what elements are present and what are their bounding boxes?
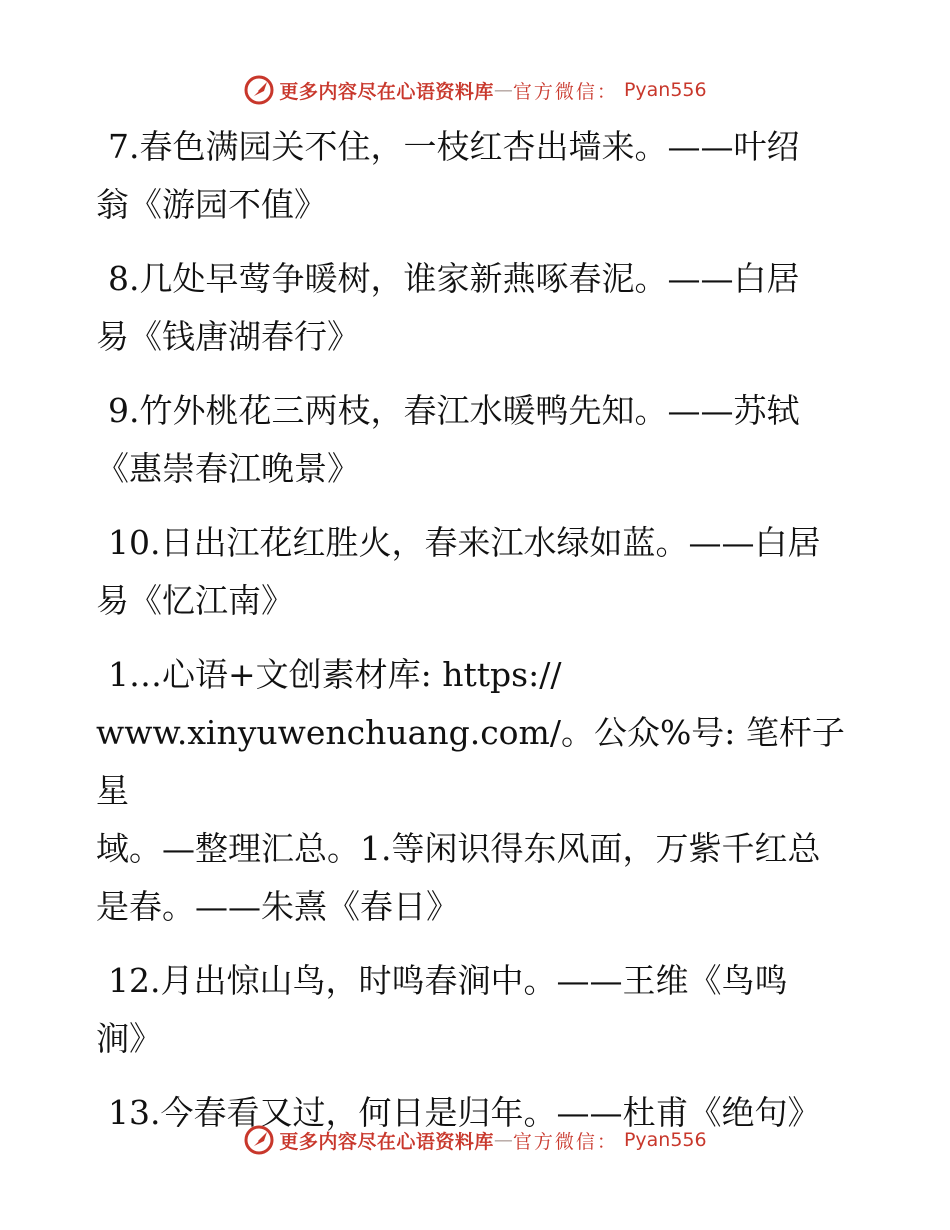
- poem-entry-8: [96, 250, 856, 366]
- line: 涧》: [96, 1019, 162, 1058]
- footer-banner: [0, 1120, 950, 1160]
- quill-in-circle-icon: [243, 74, 275, 106]
- line: 是春。——朱熹《春日》: [96, 887, 459, 926]
- line: 13.今春看又过，何日是归年。——杜甫《绝句》: [108, 1093, 821, 1132]
- line: 9.竹外桃花三两枝，春江水暖鸭先知。——苏轼: [108, 391, 800, 430]
- banner-separator: —: [493, 1129, 513, 1151]
- banner-wechat-label: 官方微信：: [512, 1130, 618, 1153]
- banner-wechat-label: 官方微信：: [512, 80, 618, 103]
- banner-wechat-id: Pyan556: [623, 79, 707, 101]
- line: 1…心语+文创素材库: https://: [108, 655, 562, 694]
- poem-entry-9: [96, 382, 856, 498]
- banner-wechat-id: Pyan556: [623, 1129, 707, 1151]
- banner-main-text: 更多内容尽在心语资料库: [279, 1130, 494, 1153]
- poem-entry-10: [96, 514, 856, 630]
- header-banner: [0, 70, 950, 110]
- line: 易《忆江南》: [96, 581, 294, 620]
- poem-entry-12: [96, 952, 856, 1068]
- line: 7.春色满园关不住，一枝红杏出墙来。——叶绍: [108, 127, 800, 166]
- line: 域。—整理汇总。1.等闲识得东风面，万紫千红总: [96, 829, 821, 868]
- line: 《惠崇春江晚景》: [96, 449, 360, 488]
- banner-main-text: 更多内容尽在心语资料库: [279, 80, 494, 103]
- line: 10.日出江花红胜火，春来江水绿如蓝。——白居: [108, 523, 821, 562]
- line: www.xinyuwenchuang.com/。公众%号: 笔杆子星: [96, 713, 845, 810]
- document-body: [96, 118, 856, 1158]
- poem-entry-7: [96, 118, 856, 234]
- line: 12.月出惊山鸟，时鸣春涧中。——王维《鸟鸣: [108, 961, 788, 1000]
- poem-entry-11: [96, 646, 856, 936]
- line: 易《钱唐湖春行》: [96, 317, 360, 356]
- line: 8.几处早莺争暖树，谁家新燕啄春泥。——白居: [108, 259, 800, 298]
- line: 翁《游园不值》: [96, 185, 327, 224]
- banner-separator: —: [493, 79, 513, 101]
- quill-in-circle-icon: [243, 1124, 275, 1156]
